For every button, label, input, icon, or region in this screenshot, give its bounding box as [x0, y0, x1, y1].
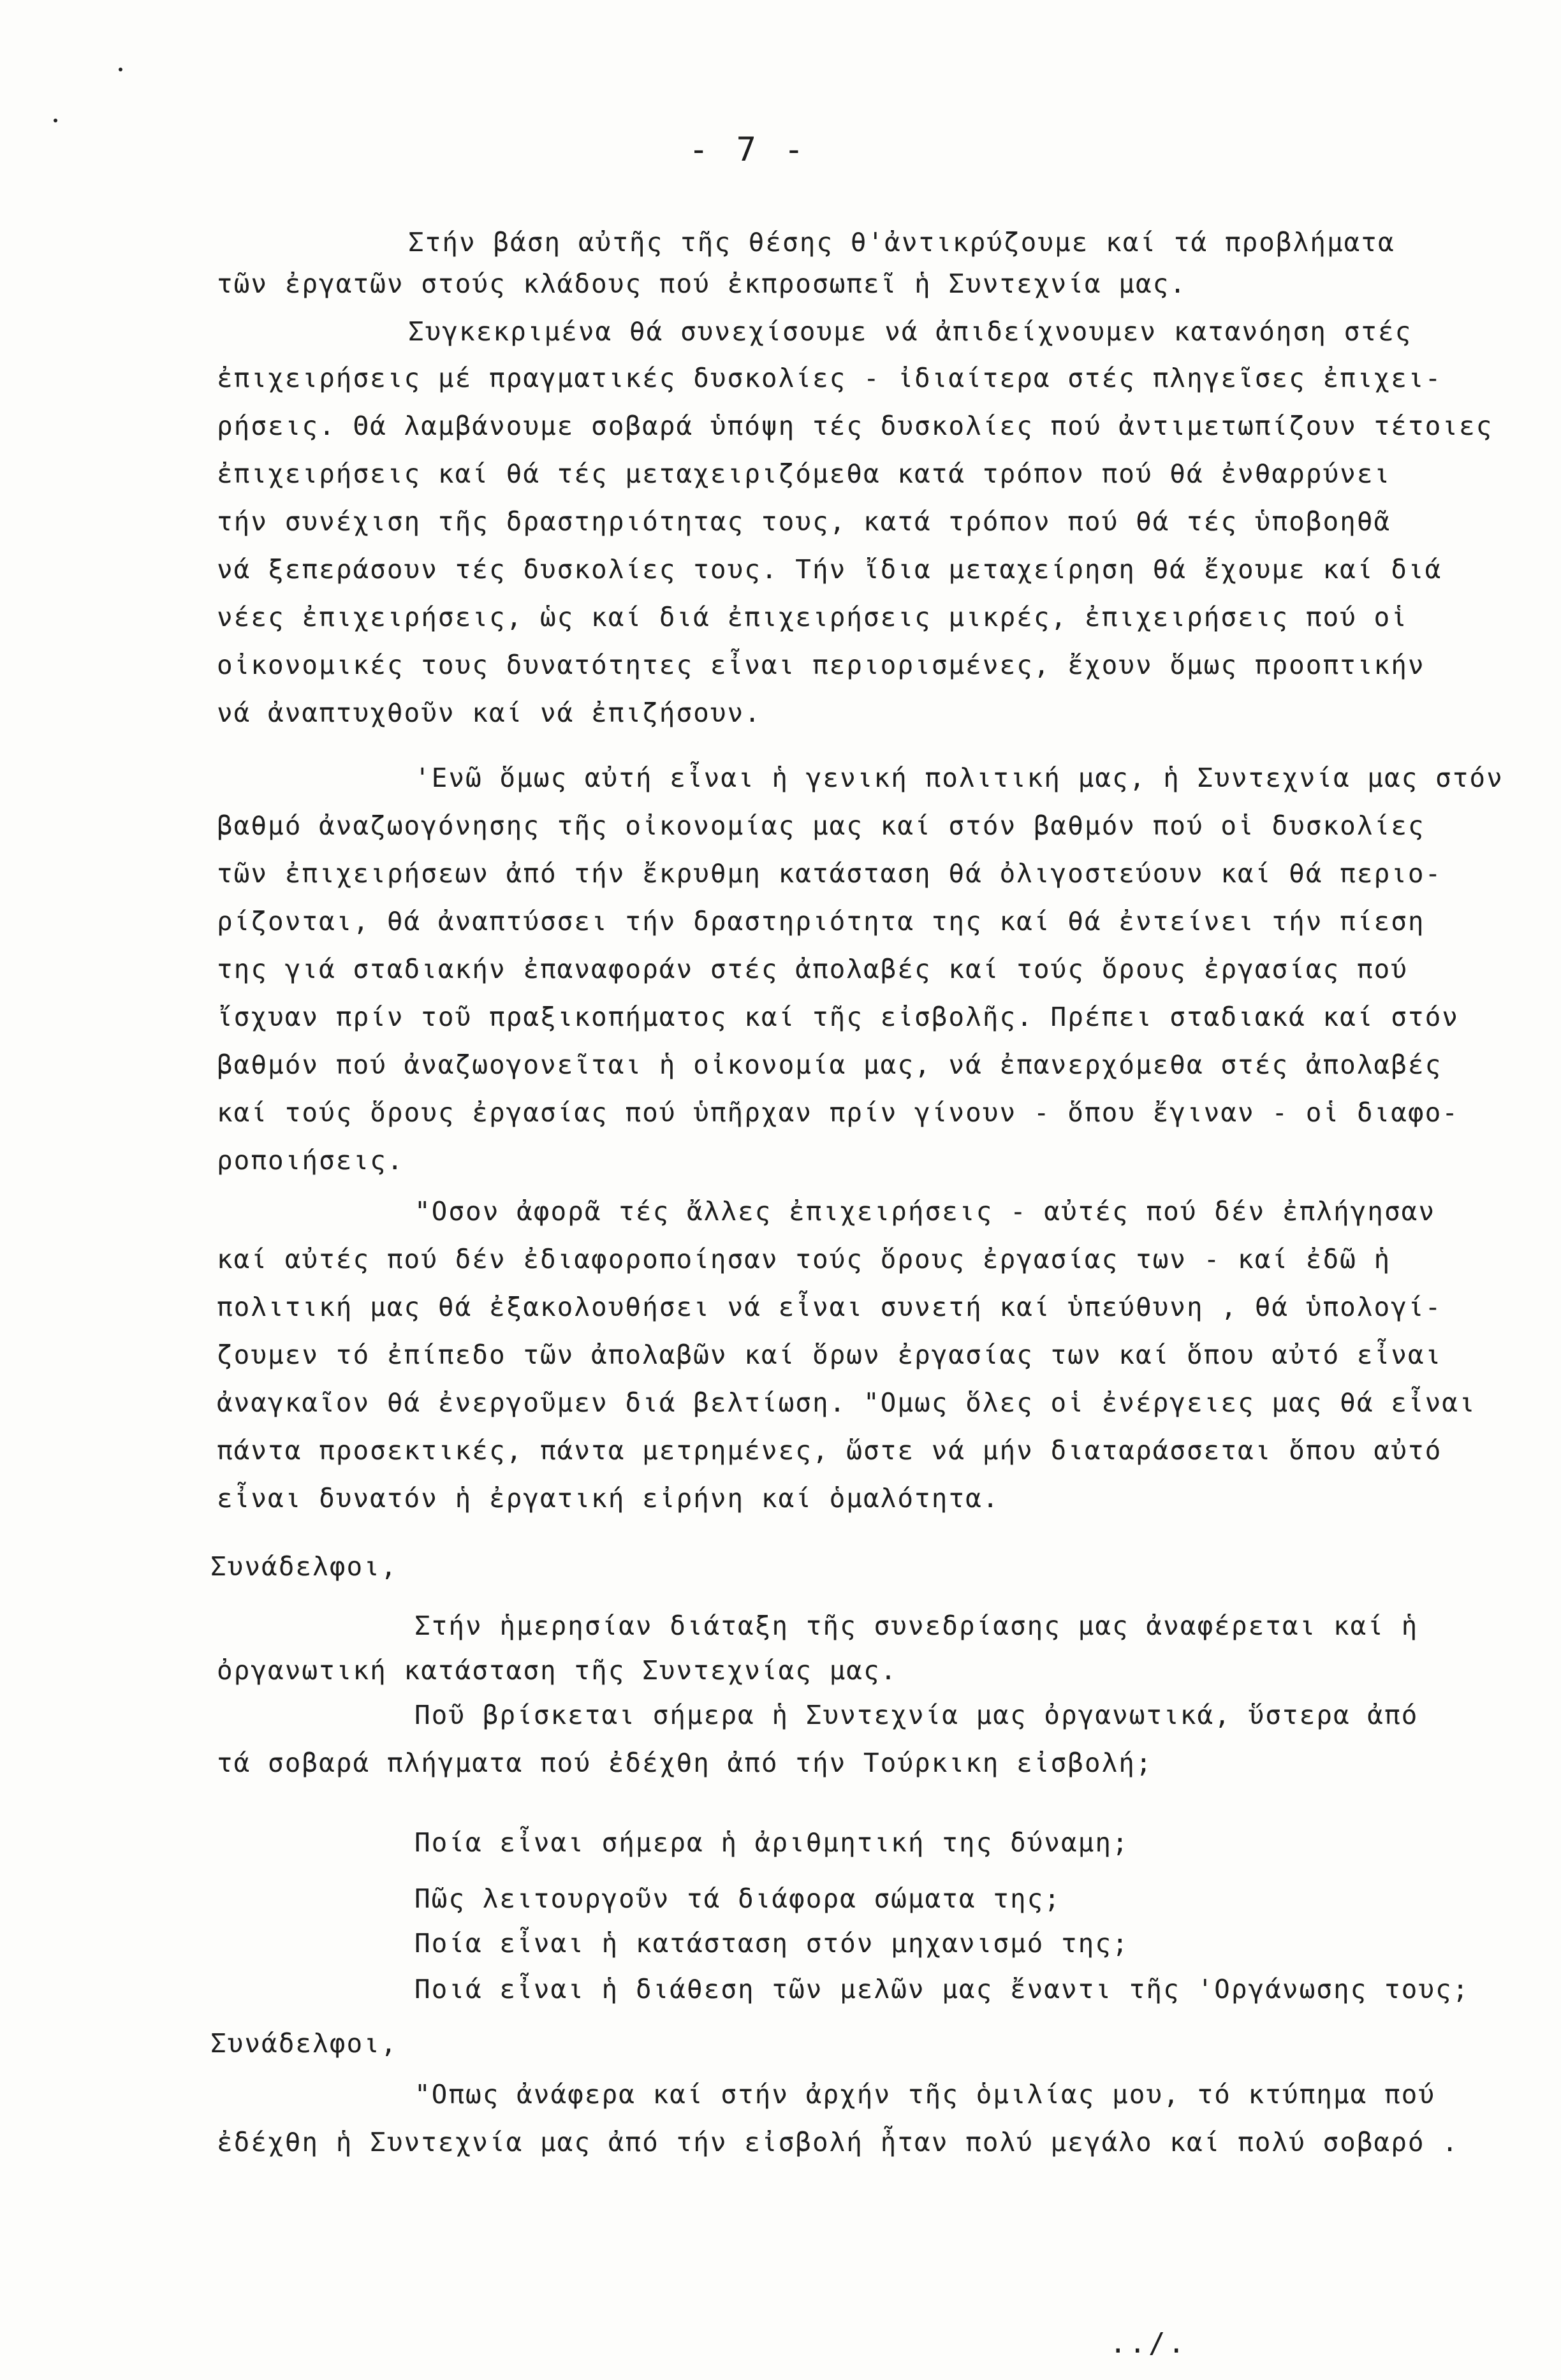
text-line: ὀργανωτική κατάσταση τῆς Συντεχνίας μας. [217, 1655, 898, 1686]
scan-speck [54, 119, 57, 122]
text-line: τήν συνέχιση τῆς δραστηριότητας τους, κατά τρόπον πού θά τές ὑποβοηθᾶ [217, 506, 1391, 537]
text-line: ρίζονται, θά ἀναπτύσσει τήν δραστηριότητα της καί θά ἐντείνει τήν πίεση [217, 906, 1425, 937]
text-line: Στήν βάση αὐτῆς τῆς θέσης θ'ἀντικρύζουμε καί τά προβλήματα [408, 227, 1395, 258]
text-line: νά ξεπεράσουν τές δυσκολίες τους. Τήν ἴδια μεταχείρηση θά ἔχουμε καί διά [217, 554, 1442, 585]
text-line: πολιτική μας θά ἐξακολουθήσει νά εἶναι συνετή καί ὑπεύθυνη , θά ὑπολογί- [217, 1292, 1442, 1322]
question-item: Ποιά εἶναι ἡ διάθεση τῶν μελῶν μας ἔναντι τῆς 'Οργάνωσης τους; [414, 1974, 1470, 2004]
text-line: "Οσον ἀφορᾶ τές ἄλλες ἐπιχειρήσεις - αὐτές πού δέν ἐπλήγησαν [414, 1196, 1436, 1227]
salutation: Συνάδελφοι, [210, 1551, 398, 1582]
salutation: Συνάδελφοι, [210, 2028, 398, 2059]
text-line: ἐδέχθη ἡ Συντεχνία μας ἀπό τήν εἰσβολή ἦταν πολύ μεγάλο καί πολύ σοβαρό . [217, 2127, 1459, 2157]
text-line: πάντα προσεκτικές, πάντα μετρημένες, ὥστε νά μήν διαταράσσεται ὅπου αὐτό [217, 1435, 1442, 1466]
question-item: Πῶς λειτουργοῦν τά διάφορα σώματα της; [414, 1883, 1061, 1914]
text-line: 'Ενῶ ὅμως αὐτή εἶναι ἡ γενική πολιτική μας, ἡ Συντεχνία μας στόν [414, 763, 1504, 793]
page-number: - 7 - [689, 131, 808, 169]
text-line: ρήσεις. Θά λαμβάνουμε σοβαρά ὑπόψη τές δυσκολίες πού ἀντιμετωπίζουν τέτοιες [217, 411, 1493, 441]
text-line: οἰκονομικές τους δυνατότητες εἶναι περιορισμένες, ἔχουν ὅμως προοπτικήν [217, 650, 1425, 680]
text-line: Συγκεκριμένα θά συνεχίσουμε νά ἀπιδείχνουμεν κατανόηση στές [408, 316, 1412, 347]
text-line: ροποιήσεις. [217, 1145, 404, 1176]
text-line: Ποῦ βρίσκεται σήμερα ἡ Συντεχνία μας ὀργανωτικά, ὕστερα ἀπό [414, 1700, 1419, 1730]
text-line: Στήν ἡμερησίαν διάταξη τῆς συνεδρίασης μας ἀναφέρεται καί ἡ [414, 1610, 1419, 1641]
text-line: εἶναι δυνατόν ἡ ἐργατική εἰρήνη καί ὁμαλότητα. [217, 1483, 1000, 1514]
text-line: ἴσχυαν πρίν τοῦ πραξικοπήματος καί τῆς εἰσβολῆς. Πρέπει σταδιακά καί στόν [217, 1002, 1459, 1032]
scan-speck [119, 68, 122, 71]
text-line: της γιά σταδιακήν ἐπαναφοράν στές ἀπολαβές καί τούς ὅρους ἐργασίας πού [217, 954, 1408, 984]
text-line: "Οπως ἀνάφερα καί στήν ἀρχήν τῆς ὁμιλίας μου, τό κτύπημα πού [414, 2079, 1436, 2110]
text-line: βαθμόν πού ἀναζωογονεῖται ἡ οἰκονομία μας, νά ἐπανερχόμεθα στές ἀπολαβές [217, 1049, 1442, 1080]
text-line: καί αὐτές πού δέν ἐδιαφοροποίησαν τούς ὅρους ἐργασίας των - καί ἐδῶ ἡ [217, 1244, 1391, 1274]
text-line: βαθμό ἀναζωογόνησης τῆς οἰκονομίας μας καί στόν βαθμόν πού οἱ δυσκολίες [217, 810, 1425, 841]
text-line: ἀναγκαῖον θά ἐνεργοῦμεν διά βελτίωση. "Ομως ὅλες οἱ ἐνέργειες μας θά εἶναι [217, 1387, 1476, 1418]
text-line: νέες ἐπιχειρήσεις, ὡς καί διά ἐπιχειρήσεις μικρές, ἐπιχειρήσεις πού οἱ [217, 602, 1408, 632]
text-line: ἐπιχειρήσεις καί θά τές μεταχειριζόμεθα κατά τρόπον πού θά ἐνθαρρύνει [217, 458, 1391, 489]
text-line: τῶν ἐπιχειρήσεων ἀπό τήν ἔκρυθμη κατάσταση θά ὀλιγοστεύουν καί θά περιο- [217, 858, 1442, 889]
text-line: τά σοβαρά πλήγματα πού ἐδέχθη ἀπό τήν Τούρκικη εἰσβολή; [217, 1748, 1153, 1778]
text-line: νά ἀναπτυχθοῦν καί νά ἐπιζήσουν. [217, 697, 761, 728]
question-item: Ποία εἶναι σήμερα ἡ ἀριθμητική της δύναμη; [414, 1827, 1129, 1858]
text-line: ζουμεν τό ἐπίπεδο τῶν ἀπολαβῶν καί ὅρων ἐργασίας των καί ὅπου αὐτό εἶναι [217, 1340, 1442, 1370]
text-line: τῶν ἐργατῶν στούς κλάδους πού ἐκπροσωπεῖ ἡ Συντεχνία μας. [217, 268, 1187, 299]
question-item: Ποία εἶναι ἡ κατάσταση στόν μηχανισμό της; [414, 1928, 1129, 1959]
continuation-mark: ../. [1110, 2327, 1187, 2360]
text-line: ἐπιχειρήσεις μέ πραγματικές δυσκολίες - ἰδιαίτερα στές πληγεῖσες ἐπιχει- [217, 363, 1442, 393]
text-line: καί τούς ὅρους ἐργασίας πού ὑπῆρχαν πρίν γίνουν - ὅπου ἔγιναν - οἱ διαφο- [217, 1097, 1459, 1128]
